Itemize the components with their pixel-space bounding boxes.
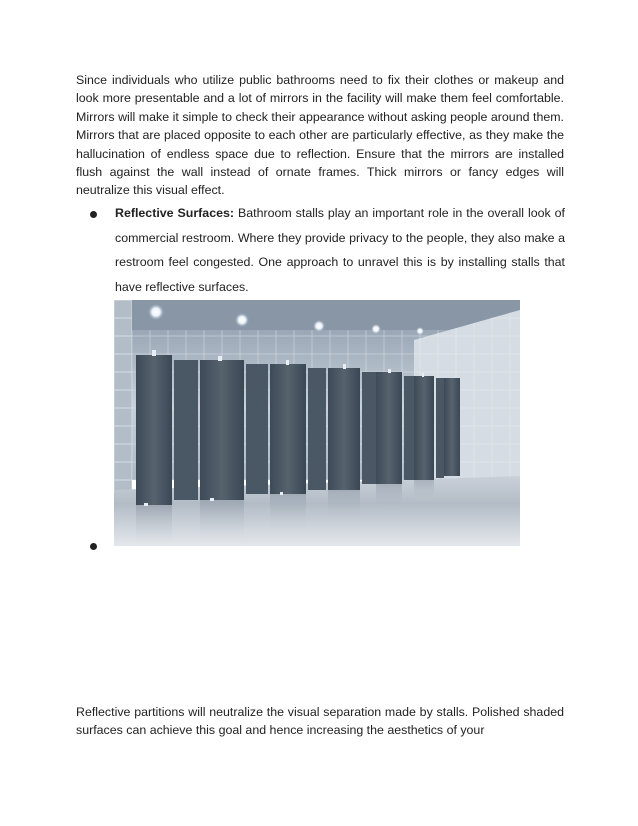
bullet-heading: Reflective Surfaces: (115, 206, 234, 220)
intro-paragraph: Since individuals who utilize public bathrooms need to fix their clothes or makeup and look more presentable and a lot of mirrors in the facility will make them feel comfortable. Mirrors will make it simple to check their appearance without asking people around them. Mirrors that are placed opposite to each other are particularly effective, as they make the hallucination of endless space due to reflection. Ensure that the mirrors are installed flush against the wall instead of ornate frames. Thick mirrors or fancy edges will neutralize this visual effect. (76, 73, 564, 198)
restroom-stalls-image (114, 300, 520, 546)
bullet-icon (90, 543, 97, 550)
bullet-icon (90, 211, 97, 218)
closing-paragraph: Reflective partitions will neutralize the visual separation made by stalls. Polished shaded surfaces can achieve this goal and hence increasing the aesthetics of your (76, 705, 564, 738)
bullet-text (115, 201, 565, 299)
bullet-body: Bathroom stalls play an important role in the overall look of commercial restroom. Where they provide privacy to the people, they also make a restroom feel congested. One approach to unravel this is by installing stalls that have reflective surfaces. (115, 206, 565, 294)
